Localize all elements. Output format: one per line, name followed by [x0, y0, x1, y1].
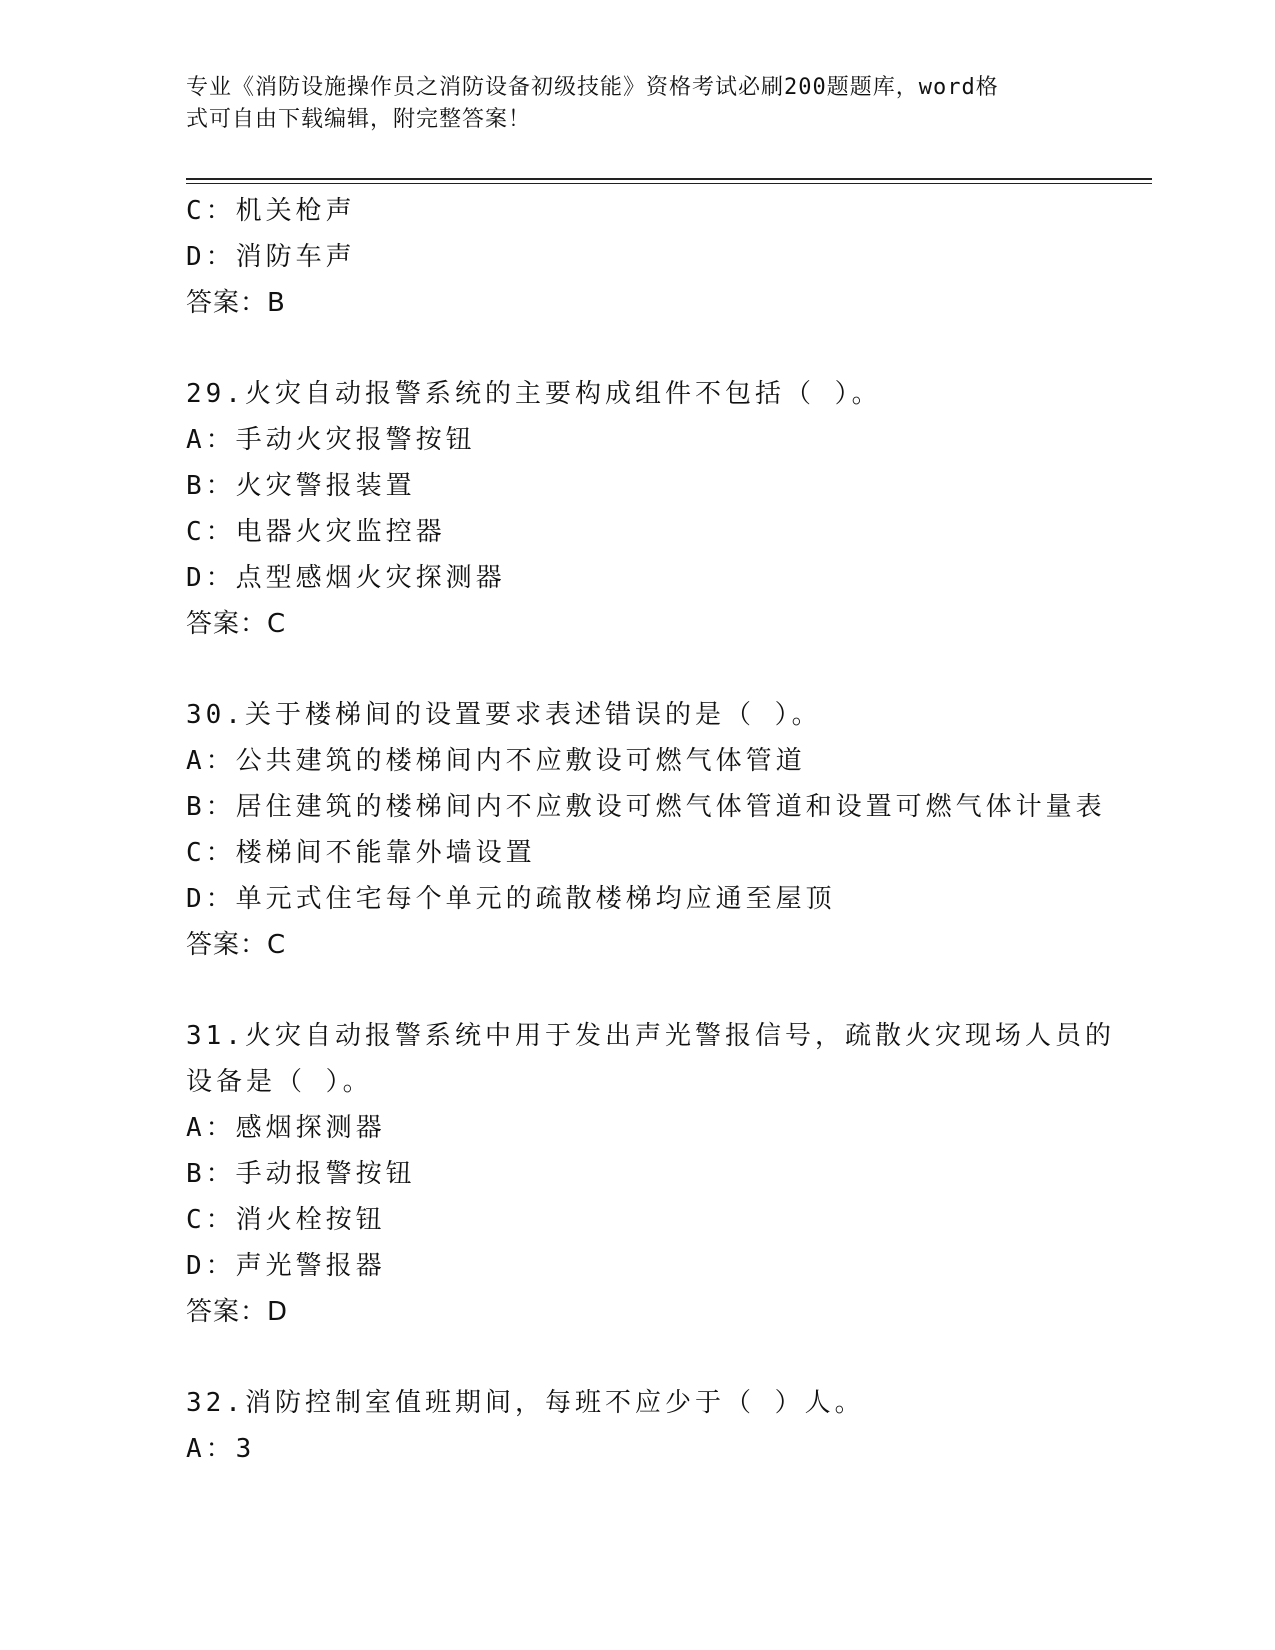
- answer-line: 答案：B: [186, 288, 286, 318]
- option-line: A：感烟探测器: [186, 1113, 386, 1143]
- option-line: A：手动火灾报警按钮: [186, 425, 476, 455]
- option-line: D：声光警报器: [186, 1251, 386, 1281]
- option-line: A：公共建筑的楼梯间内不应敷设可燃气体管道: [186, 746, 806, 776]
- document-header: [186, 72, 1066, 136]
- header-divider-thick: [186, 178, 1152, 180]
- option-line: A：3: [186, 1434, 256, 1464]
- answer-line: 答案：C: [186, 930, 287, 960]
- option-line: B：手动报警按钮: [186, 1159, 416, 1189]
- question-stem: 31.火灾自动报警系统中用于发出声光警报信号，疏散火灾现场人员的: [186, 1021, 1115, 1051]
- option-line: C：楼梯间不能靠外墙设置: [186, 838, 536, 868]
- answer-line: 答案：C: [186, 609, 287, 639]
- question-stem-continued: 设备是（ ）。: [186, 1067, 373, 1097]
- header-line-2: 式可自由下载编辑，附完整答案！: [186, 107, 532, 132]
- header-divider-thin: [186, 183, 1152, 184]
- header-line-1: 专业《消防设施操作员之消防设备初级技能》资格考试必刷200题题库，word格: [186, 75, 999, 100]
- question-stem: 29.火灾自动报警系统的主要构成组件不包括（ ）。: [186, 379, 882, 409]
- question-stem: 32.消防控制室值班期间，每班不应少于（ ）人。: [186, 1388, 865, 1418]
- option-line: D：点型感烟火灾探测器: [186, 563, 506, 593]
- option-line: C：电器火灾监控器: [186, 517, 446, 547]
- option-line: D：消防车声: [186, 242, 356, 272]
- question-list: [186, 188, 1146, 1472]
- option-line: B：火灾警报装置: [186, 471, 416, 501]
- answer-line: 答案：D: [186, 1297, 289, 1327]
- option-line: C：机关枪声: [186, 196, 356, 226]
- option-line: C：消火栓按钮: [186, 1205, 386, 1235]
- option-line: B：居住建筑的楼梯间内不应敷设可燃气体管道和设置可燃气体计量表: [186, 792, 1106, 822]
- question-stem: 30.关于楼梯间的设置要求表述错误的是（ ）。: [186, 700, 822, 730]
- option-line: D：单元式住宅每个单元的疏散楼梯均应通至屋顶: [186, 884, 836, 914]
